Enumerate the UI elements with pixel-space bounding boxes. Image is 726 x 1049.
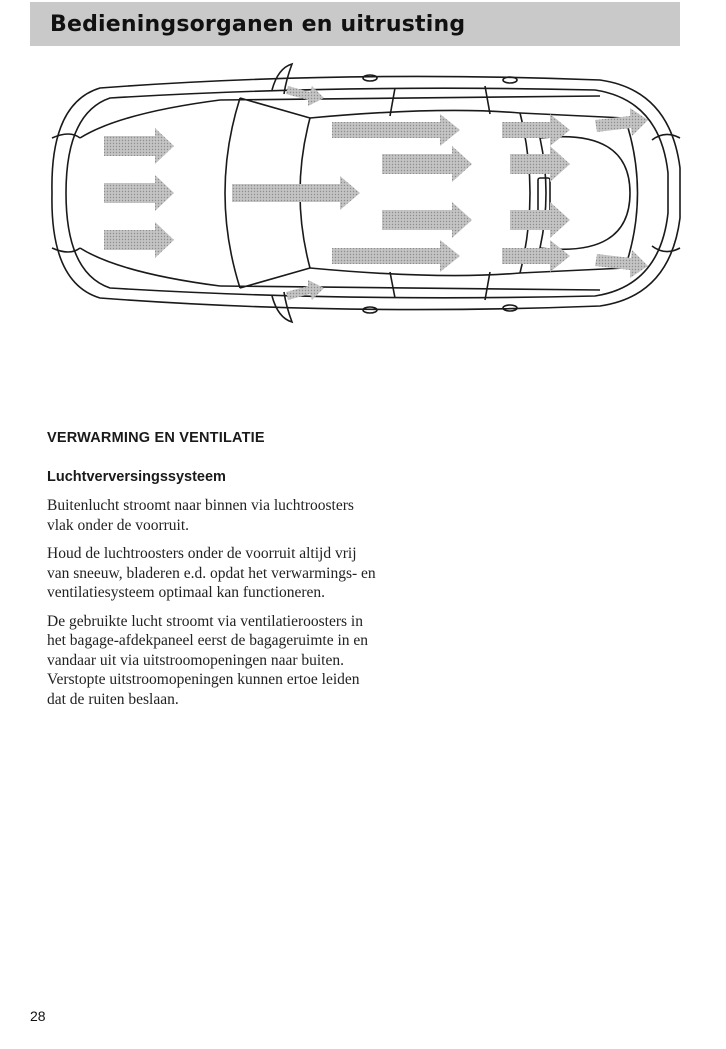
sub-heading: Luchtverversingssysteem <box>47 469 226 485</box>
header-bar <box>30 2 680 46</box>
airflow-arrows <box>104 86 648 300</box>
arrow-rear-upper-corner <box>502 114 570 146</box>
arrow-roof-top <box>332 114 460 146</box>
arrow-cabin-top <box>382 146 472 182</box>
page-title: Bedieningsorganen en uitrusting <box>50 11 466 37</box>
arrow-rear-top <box>510 146 570 182</box>
paragraph-2: Houd de luchtroosters onder de voorruit altijd vrij van sneeuw, bladeren e.d. opdat het verwarmings- en ventilatiesysteem optimaal kan functioneren. <box>47 545 376 601</box>
paragraph-3: De gebruikte lucht stroomt via ventilatieroosters in het bagage-afdekpaneel eerst de bagageruimte in en vandaar uit via uitstroomopeningen naar buiten. Verstopte uitstroomopeningen kunnen ertoe leiden dat de ruiten beslaan. <box>47 612 369 708</box>
arrow-rear-lower-corner <box>502 240 570 272</box>
arrow-front-bottom <box>104 222 174 258</box>
paragraph-1: Buitenlucht stroomt naar binnen via luchtroosters vlak onder de voorruit. <box>47 497 354 534</box>
body-text <box>47 496 377 718</box>
arrow-windshield <box>232 176 360 210</box>
arrow-rear-bottom <box>510 202 570 238</box>
arrow-cabin-bottom <box>382 202 472 238</box>
section-heading: VERWARMING EN VENTILATIE <box>47 430 265 446</box>
arrow-front-top <box>104 128 174 164</box>
arrow-exit-top <box>595 108 648 136</box>
car-airflow-diagram <box>40 58 700 348</box>
arrow-roof-bottom <box>332 240 460 272</box>
arrow-exit-bottom <box>595 250 648 278</box>
arrow-front-middle <box>104 175 174 211</box>
page-number: 28 <box>30 1008 46 1024</box>
